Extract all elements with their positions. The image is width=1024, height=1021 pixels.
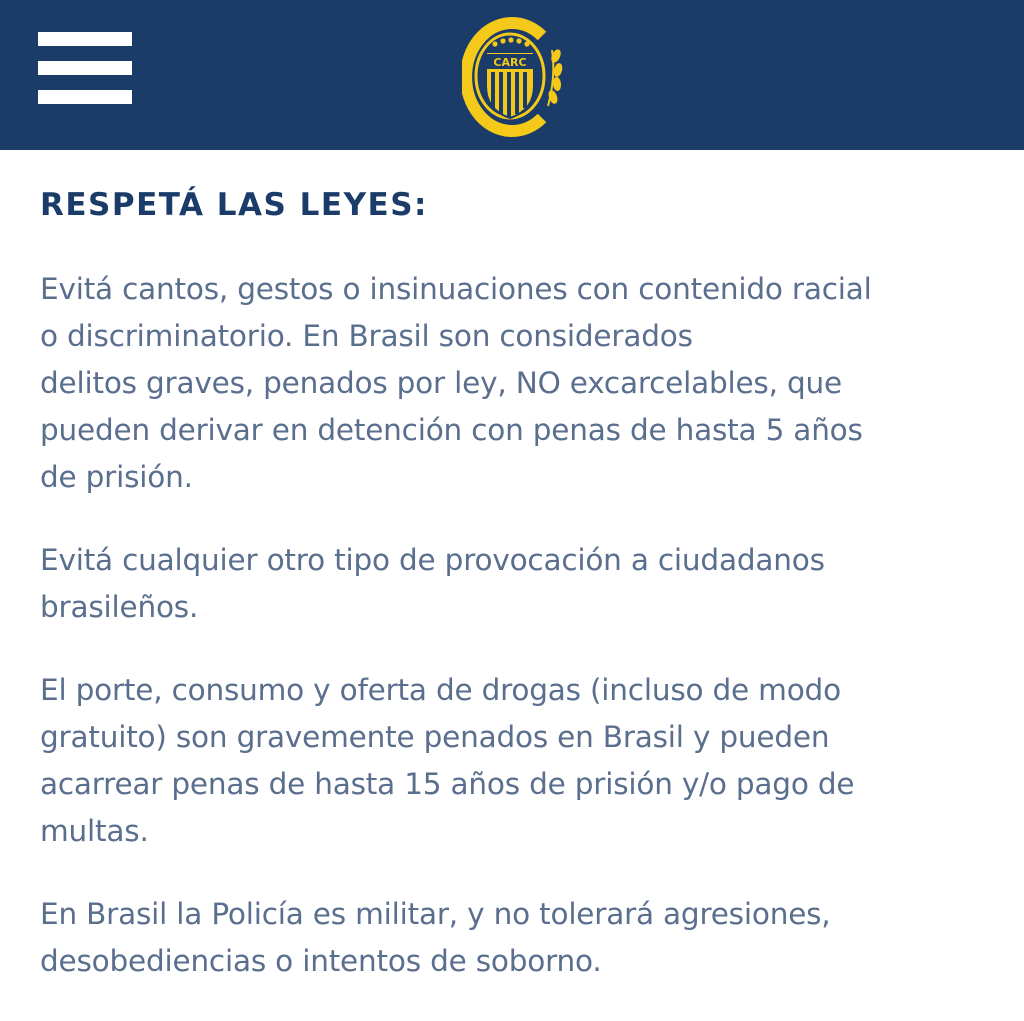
paragraph-line: gratuito) son gravemente penados en Brasil y pueden: [40, 720, 830, 754]
paragraph-line: Evitá cualquier otro tipo de provocación a ciudadanos: [40, 543, 825, 577]
paragraph-line: En Brasil la Policía es militar, y no tolerará agresiones,: [40, 897, 831, 931]
hamburger-menu-icon[interactable]: [38, 30, 132, 106]
paragraph-line: acarrear penas de hasta 15 años de prisión y/o pago de: [40, 767, 855, 801]
paragraph-line: de prisión.: [40, 460, 193, 494]
main-content: [40, 180, 990, 985]
paragraph-line: El porte, consumo y oferta de drogas (incluso de modo: [40, 673, 841, 707]
paragraph-line: brasileños.: [40, 590, 199, 624]
paragraph-police: [40, 891, 990, 985]
crest-letters: CARC: [493, 56, 527, 69]
paragraph-line: desobediencias o intentos de soborno.: [40, 944, 602, 978]
paragraph-line: delitos graves, penados por ley, NO excarcelables, que: [40, 366, 842, 400]
paragraph-racism: [40, 266, 990, 501]
paragraph-drugs: [40, 667, 990, 855]
menu-bar-bottom: [38, 90, 132, 104]
club-crest-icon[interactable]: [462, 14, 564, 138]
paragraph-line: Evitá cantos, gestos o insinuaciones con contenido racial: [40, 272, 872, 306]
menu-bar-middle: [38, 61, 132, 75]
paragraph-line: pueden derivar en detención con penas de hasta 5 años: [40, 413, 863, 447]
page-title: RESPETÁ LAS LEYES:: [40, 187, 428, 223]
paragraph-provocation: [40, 537, 990, 631]
paragraph-line: multas.: [40, 814, 149, 848]
top-header: [0, 0, 1024, 150]
paragraph-line: o discriminatorio. En Brasil son considerados: [40, 319, 693, 353]
menu-bar-top: [38, 32, 132, 46]
